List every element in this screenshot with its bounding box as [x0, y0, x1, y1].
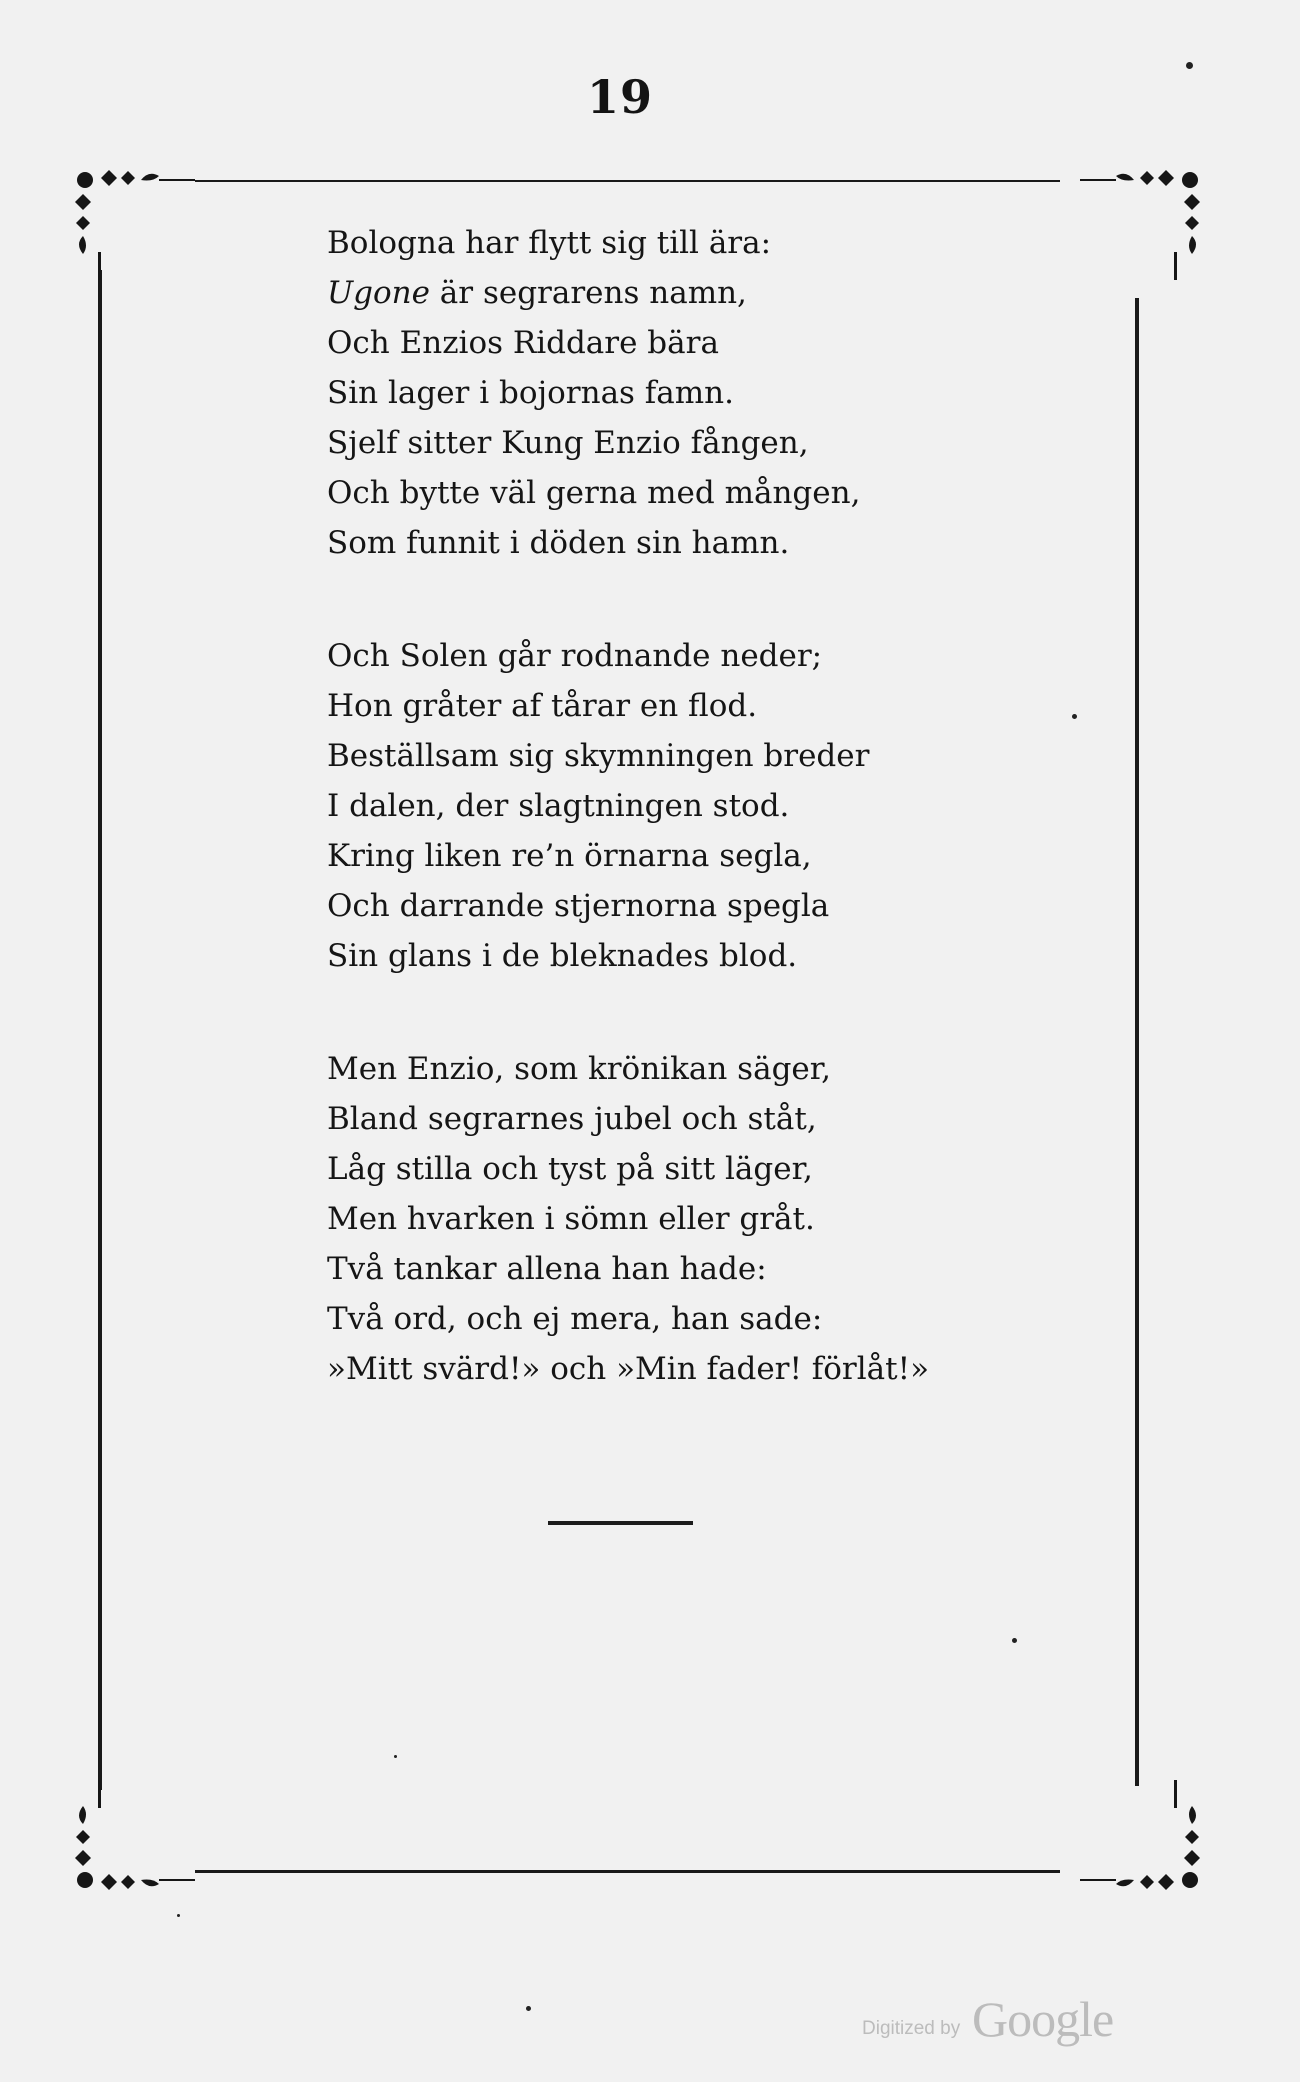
poem-line-rest: är segrarens namn, — [429, 275, 747, 311]
poem-line: Bland segrarnes jubel och ståt, — [327, 1101, 817, 1137]
poem-line: Hon gråter af tårar en flod. — [327, 688, 758, 724]
poem-line: Och Solen går rodnande neder; — [327, 638, 823, 674]
ink-speck — [394, 1755, 397, 1758]
ink-speck — [1186, 62, 1193, 69]
poem — [327, 218, 1057, 1457]
watermark-prefix: Digitized by — [862, 2018, 961, 2039]
watermark — [862, 1992, 1142, 2052]
end-rule — [548, 1521, 693, 1525]
ink-speck — [526, 2006, 531, 2011]
poem-line: Sin glans i de bleknades blod. — [327, 938, 798, 974]
poem-line: Bologna har flytt sig till ära: — [327, 225, 772, 261]
corner-ornament-icon — [75, 160, 195, 280]
watermark-brand: Google — [972, 1991, 1114, 2047]
poem-line: Sjelf sitter Kung Enzio fången, — [327, 425, 809, 461]
page-number: 19 — [586, 70, 653, 124]
ink-speck — [177, 1914, 180, 1917]
frame-rule-left — [98, 270, 102, 1790]
ink-speck — [1012, 1638, 1017, 1643]
poem-line: Men hvarken i sömn eller gråt. — [327, 1201, 815, 1237]
poem-line: Och darrande stjernorna spegla — [327, 888, 830, 924]
frame-rule-bottom — [195, 1870, 1060, 1873]
poem-line: Och bytte väl gerna med mången, — [327, 475, 861, 511]
corner-ornament-icon — [75, 1780, 195, 1900]
stanza-2 — [327, 631, 1057, 981]
poem-line: Kring liken re’n örnarna segla, — [327, 838, 812, 874]
frame-rule-right — [1135, 298, 1139, 1786]
corner-ornament-icon — [1080, 160, 1200, 280]
poem-line — [327, 268, 1057, 318]
poem-line: Och Enzios Riddare bära — [327, 325, 719, 361]
poem-line: I dalen, der slagtningen stod. — [327, 788, 790, 824]
poem-line: Beställsam sig skymningen breder — [327, 738, 870, 774]
poem-line: Sin lager i bojornas famn. — [327, 375, 734, 411]
poem-line: »Mitt svärd!» och »Min fader! förlåt!» — [327, 1351, 930, 1387]
corner-ornament-icon — [1080, 1780, 1200, 1900]
poem-line: Men Enzio, som krönikan säger, — [327, 1051, 832, 1087]
poem-line: Två tankar allena han hade: — [327, 1251, 767, 1287]
frame-rule-top — [195, 180, 1060, 182]
ink-speck — [1072, 714, 1077, 719]
stanza-1 — [327, 218, 1057, 568]
poem-line: Låg stilla och tyst på sitt läger, — [327, 1151, 813, 1187]
stanza-3 — [327, 1044, 1057, 1394]
poem-line-name: Ugone — [327, 275, 430, 311]
poem-line: Som funnit i döden sin hamn. — [327, 525, 790, 561]
poem-line: Två ord, och ej mera, han sade: — [327, 1301, 823, 1337]
